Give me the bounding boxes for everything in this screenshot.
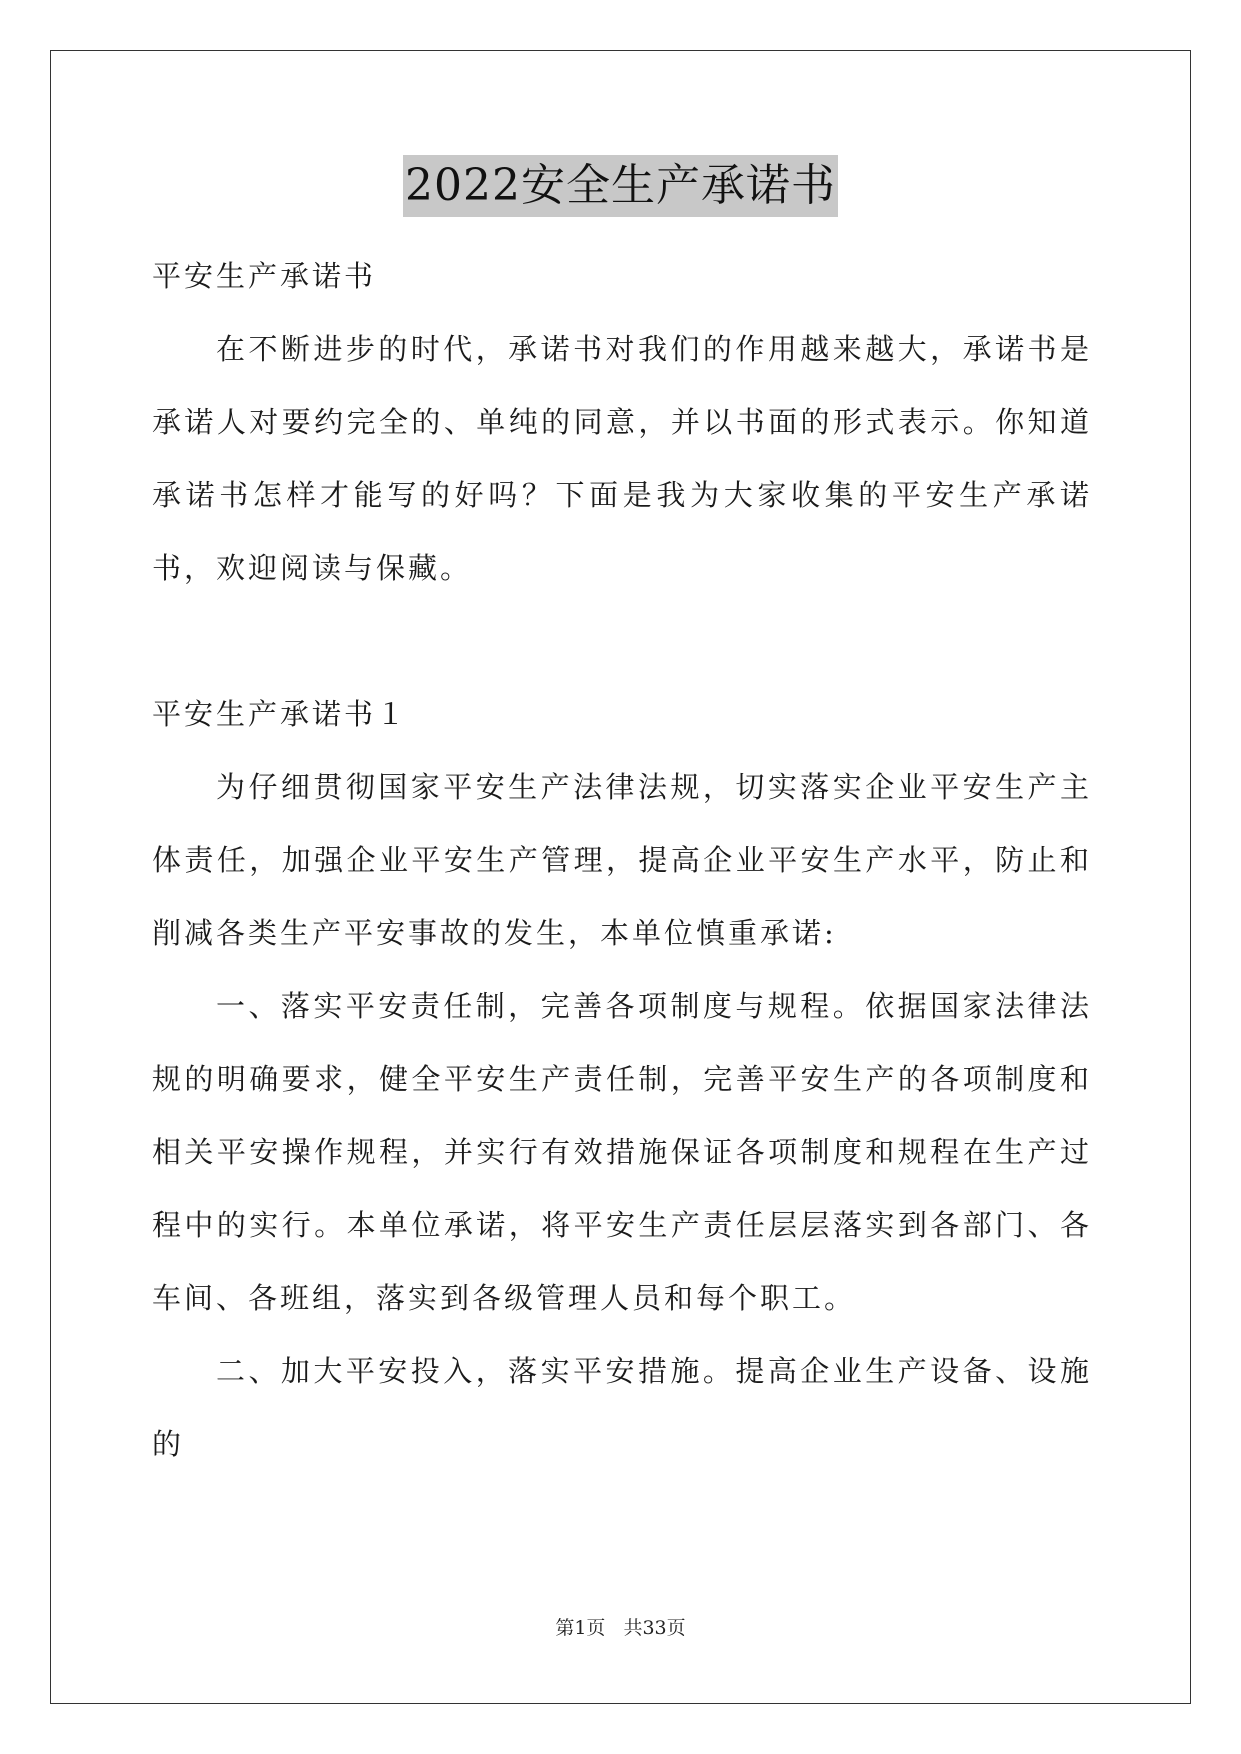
body-paragraph: 一、落实平安责任制，完善各项制度与规程。依据国家法律法规的明确要求，健全平安生产责任制，完善平安生产的各项制度和相关平安操作规程，并实行有效措施保证各项制度和规程在生产过程中的实行。本单位承诺，将平安生产责任层层落实到各部门、各车间、各班组，落实到各级管理人员和每个职工。 [152, 989, 1092, 1315]
page-footer [0, 1613, 1241, 1640]
intro-paragraph: 在不断进步的时代，承诺书对我们的作用越来越大，承诺书是承诺人对要约完全的、单纯的同意，并以书面的形式表示。你知道承诺书怎样才能写的好吗？下面是我为大家收集的平安生产承诺书，欢迎阅读与保藏。 [152, 332, 1092, 585]
document-body [152, 240, 1092, 1481]
body-paragraph: 二、加大平安投入，落实平安措施。提高企业生产设备、设施的 [152, 1354, 1092, 1461]
page-number: 第1页 [555, 1617, 606, 1639]
section-heading: 平安生产承诺书 [152, 259, 377, 293]
blank-line [152, 605, 1092, 678]
section-heading-1: 平安生产承诺书１ [152, 697, 409, 731]
title-container [0, 155, 1241, 217]
page-total: 共33页 [623, 1617, 686, 1639]
document-title: 2022安全生产承诺书 [403, 155, 838, 217]
body-paragraph: 为仔细贯彻国家平安生产法律法规，切实落实企业平安生产主体责任，加强企业平安生产管理，提高企业平安生产水平，防止和削减各类生产平安事故的发生，本单位慎重承诺: [152, 770, 1092, 950]
